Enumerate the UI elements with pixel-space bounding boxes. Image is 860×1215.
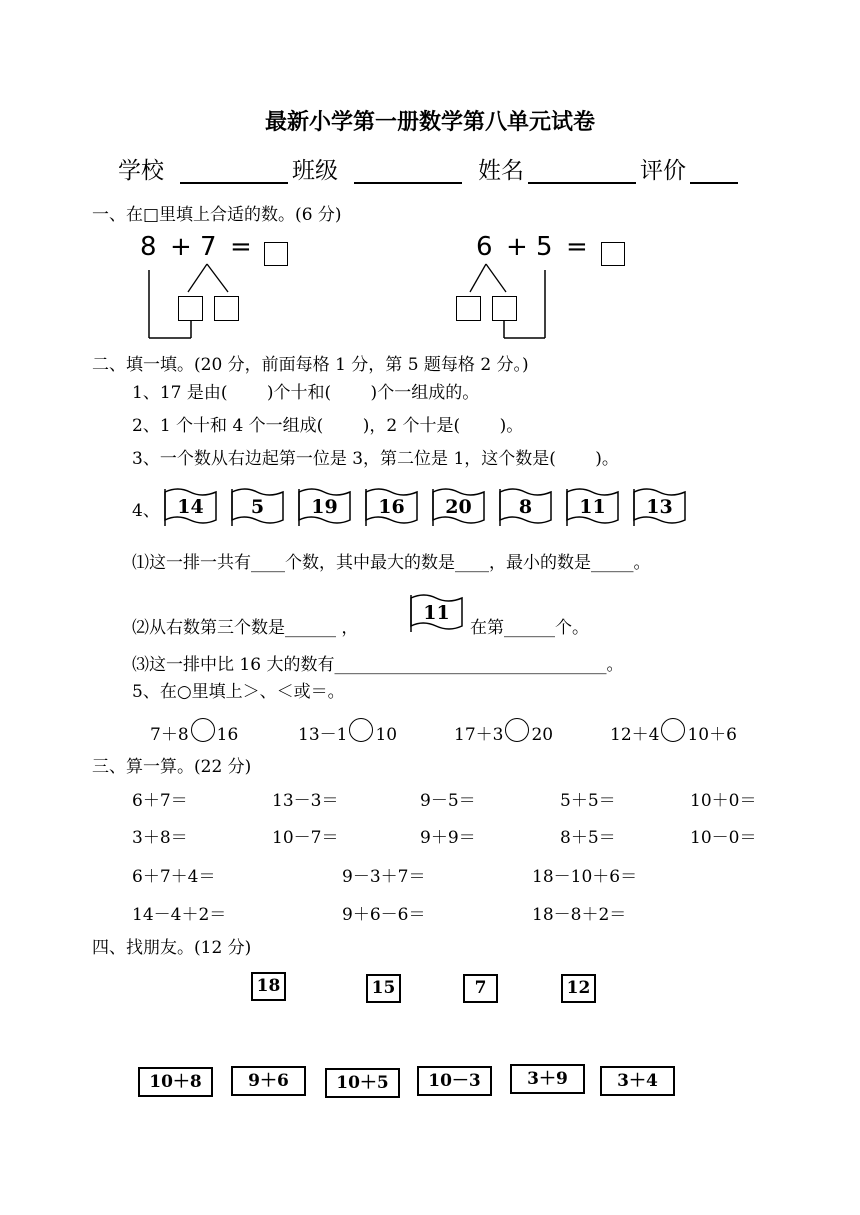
grade-label: 评价	[640, 158, 686, 184]
section1-heading: 一、在□里填上合适的数。(6 分)	[92, 205, 342, 225]
number-flag	[497, 486, 554, 528]
eq1-a: 8	[140, 232, 157, 262]
calc-item: 9＋9＝	[420, 828, 476, 848]
q3-text: 3、一个数从右边起第一位是 3，第二位是 1，这个数是( )。	[132, 449, 619, 469]
flag-number: 16	[378, 496, 405, 518]
class-blank[interactable]	[354, 158, 462, 184]
flag-number: 11	[579, 496, 606, 518]
school-blank[interactable]	[180, 158, 288, 184]
expression-box[interactable]: 10＋8	[138, 1067, 213, 1097]
calc-item: 13－3＝	[272, 791, 339, 811]
number-flag	[363, 486, 420, 528]
compare-left: 13－1	[298, 725, 348, 745]
eq2-answer-box[interactable]	[601, 242, 625, 266]
compare-item	[298, 718, 397, 745]
expression-box[interactable]: 3＋9	[510, 1064, 585, 1094]
number-flag	[229, 486, 286, 528]
compare-right: 10＋6	[687, 725, 737, 745]
eq1-split-box-2[interactable]	[214, 296, 239, 321]
flag-number: 5	[250, 496, 265, 518]
calc-item: 18－10＋6＝	[532, 867, 638, 887]
calc-item: 10－7＝	[272, 828, 339, 848]
name-blank[interactable]	[528, 158, 636, 184]
eq1-op: +	[170, 232, 192, 262]
flag-number: 19	[311, 496, 338, 518]
compare-circle[interactable]	[191, 718, 215, 742]
eq2-split-box-2[interactable]	[492, 296, 517, 321]
calc-item: 6＋7＝	[132, 791, 188, 811]
compare-right: 10	[375, 725, 398, 745]
q4-2-flag	[408, 592, 465, 634]
q1-text: 1、17 是由( )个十和( )个一组成的。	[132, 383, 480, 403]
flag-number: 20	[445, 496, 472, 518]
number-flag	[564, 486, 621, 528]
number-flag	[430, 486, 487, 528]
eq2-eq: =	[566, 232, 588, 262]
number-flag	[631, 486, 688, 528]
compare-item	[150, 718, 238, 745]
flag-number: 13	[646, 496, 673, 518]
number-flag	[296, 486, 353, 528]
compare-right: 20	[531, 725, 554, 745]
answer-box[interactable]: 18	[251, 972, 286, 1001]
expression-box[interactable]: 3＋4	[600, 1066, 675, 1096]
class-label: 班级	[292, 158, 338, 184]
number-flag	[162, 486, 219, 528]
eq2-a: 6	[476, 232, 493, 262]
page-title: 最新小学第一册数学第八单元试卷	[264, 109, 595, 135]
q4-2-flag-number: 11	[423, 602, 450, 624]
answer-box[interactable]: 7	[463, 974, 498, 1003]
calc-item: 5＋5＝	[560, 791, 616, 811]
eq1-split-box-1[interactable]	[178, 296, 203, 321]
eq1-eq: =	[230, 232, 252, 262]
q4-label: 4、	[132, 501, 160, 521]
section4-heading: 四、找朋友。(12 分)	[92, 938, 252, 958]
q4-2-text-a: ⑵从右数第三个数是______ ，	[132, 618, 359, 638]
q4-3-text: ⑶这一排中比 16 大的数有________________________________。	[132, 655, 624, 675]
compare-item	[454, 718, 553, 745]
eq1-answer-box[interactable]	[264, 242, 288, 266]
calc-item: 10－0＝	[690, 828, 757, 848]
eq2-op: +	[506, 232, 528, 262]
name-label: 姓名	[478, 158, 524, 184]
calc-item: 18－8＋2＝	[532, 905, 627, 925]
q2-text: 2、1 个十和 4 个一组成( )，2 个十是( )。	[132, 416, 524, 436]
calc-item: 9－3＋7＝	[342, 867, 426, 887]
eq2-split-box-1[interactable]	[456, 296, 481, 321]
calc-item: 9＋6－6＝	[342, 905, 426, 925]
calc-item: 3＋8＝	[132, 828, 188, 848]
grade-blank[interactable]	[690, 158, 738, 184]
section2-heading: 二、填一填。(20 分，前面每格 1 分，第 5 题每格 2 分。)	[92, 355, 529, 375]
eq2-b: 5	[536, 232, 553, 262]
answer-box[interactable]: 12	[561, 974, 596, 1003]
answer-box[interactable]: 15	[366, 974, 401, 1003]
expression-box[interactable]: 9＋6	[231, 1066, 306, 1096]
eq1-b: 7	[200, 232, 217, 262]
q4-1-text: ⑴这一排一共有____个数，其中最大的数是____，最小的数是_____。	[132, 553, 651, 573]
flag-number: 8	[518, 496, 533, 518]
compare-item	[610, 718, 737, 745]
calc-item: 9－5＝	[420, 791, 476, 811]
expression-box[interactable]: 10＋5	[325, 1068, 400, 1098]
calc-item: 6＋7＋4＝	[132, 867, 216, 887]
compare-right: 16	[216, 725, 239, 745]
compare-left: 12＋4	[610, 725, 660, 745]
q4-2-text-b: 在第______个。	[470, 618, 589, 638]
compare-circle[interactable]	[349, 718, 373, 742]
compare-left: 7＋8	[150, 725, 189, 745]
flag-number: 14	[177, 496, 204, 518]
calc-item: 8＋5＝	[560, 828, 616, 848]
compare-circle[interactable]	[505, 718, 529, 742]
calc-item: 14－4＋2＝	[132, 905, 227, 925]
compare-circle[interactable]	[661, 718, 685, 742]
school-label: 学校	[118, 158, 164, 184]
calc-item: 10＋0＝	[690, 791, 757, 811]
q5-text: 5、在○里填上＞、＜或＝。	[132, 682, 345, 702]
section3-heading: 三、算一算。(22 分)	[92, 757, 252, 777]
expression-box[interactable]: 10－3	[417, 1066, 492, 1096]
compare-left: 17＋3	[454, 725, 504, 745]
